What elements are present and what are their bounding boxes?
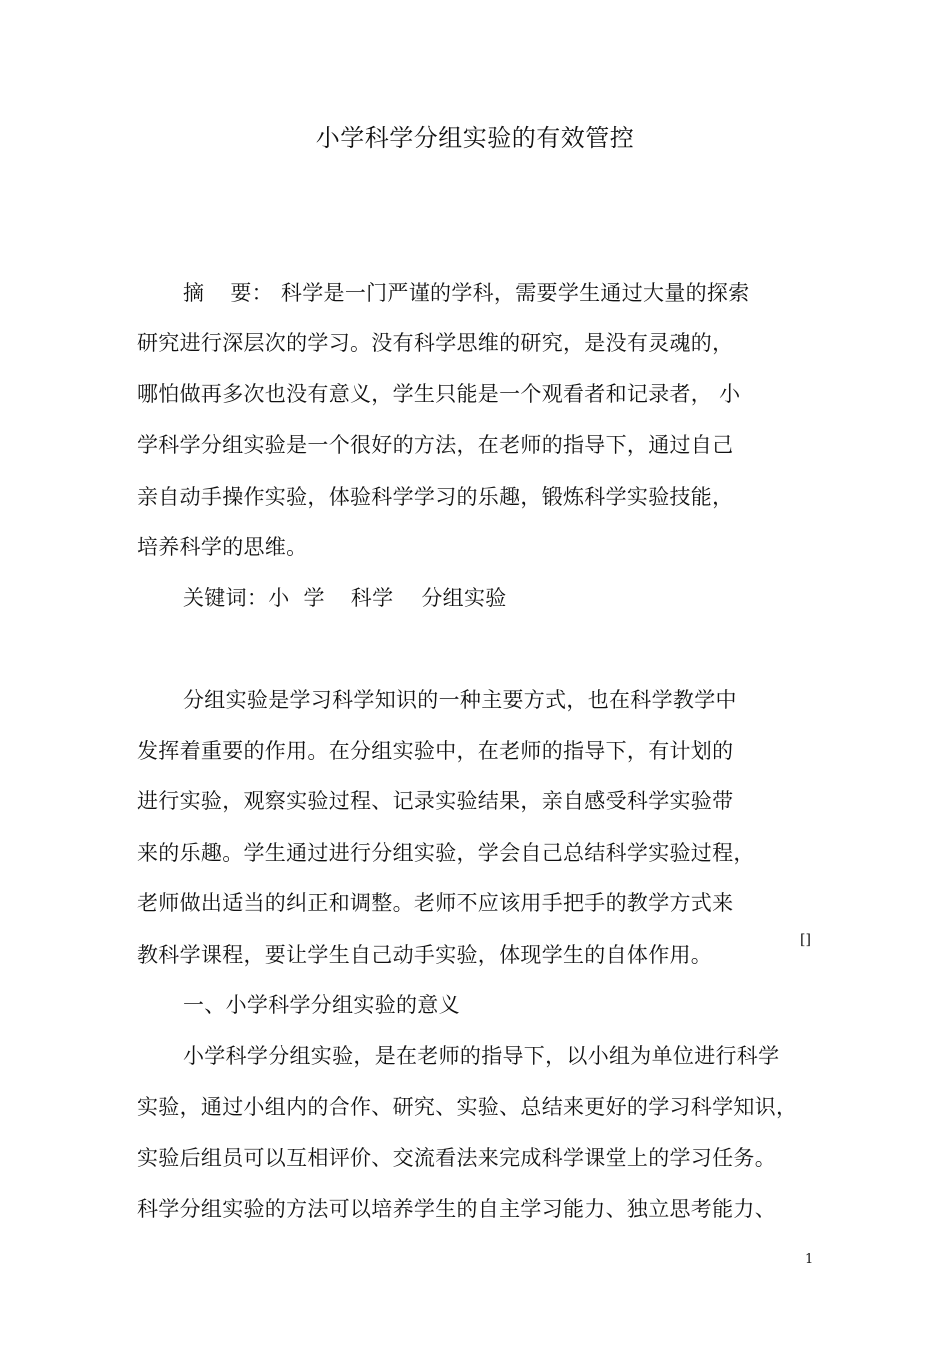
paragraph2-line-1: 小学科学分组实验，是在老师的指导下，以小组为单位进行科学 <box>183 1044 780 1068</box>
keyword-1: 小 学 <box>268 586 325 610</box>
paragraph2-line-4: 科学分组实验的方法可以培养学生的自主学习能力、独立思考能力、 <box>137 1197 776 1221</box>
abstract-line-6: 培养科学的思维。 <box>137 535 308 559</box>
reference-mark[interactable]: [] <box>800 932 811 948</box>
abstract-line-2: 研究进行深层次的学习。没有科学思维的研究，是没有灵魂的， <box>137 331 734 355</box>
keywords-label: 关键词： <box>183 586 269 610</box>
abstract-line-4: 学科学分组实验是一个很好的方法，在老师的指导下，通过自己 <box>137 433 734 457</box>
paragraph1-line-4: 来的乐趣。学生通过进行分组实验，学会自己总结科学实验过程， <box>137 841 755 865</box>
paragraph1-line-6: 教科学课程，要让学生自己动手实验，体现学生的自体作用。 <box>137 943 713 967</box>
paragraph1-line-1: 分组实验是学习科学知识的一种主要方式，也在科学教学中 <box>183 688 737 712</box>
paragraph1-line-3: 进行实验，观察实验过程、记录实验结果，亲自感受科学实验带 <box>137 789 734 813</box>
paragraph2-line-3: 实验后组员可以互相评价、交流看法来完成科学课堂上的学习任务。 <box>137 1146 776 1170</box>
keyword-2: 科学 <box>350 586 394 610</box>
keyword-3: 分组实验 <box>421 586 507 610</box>
paragraph1-line-2: 发挥着重要的作用。在分组实验中，在老师的指导下，有计划的 <box>137 739 734 763</box>
page-number: 1 <box>805 1252 814 1267</box>
abstract-line-5: 亲自动手操作实验，体验科学学习的乐趣，锻炼科学实验技能， <box>137 485 734 509</box>
section-heading: 一、小学科学分组实验的意义 <box>183 993 460 1017</box>
abstract-text-1: 科学是一门严谨的学科，需要学生通过大量的探索 <box>280 281 750 305</box>
paragraph2-line-2: 实验，通过小组内的合作、研究、实验、总结来更好的学习科学知识， <box>137 1095 798 1119</box>
abstract-line-1 <box>183 278 750 308</box>
abstract-label-2: 要： <box>230 281 273 305</box>
paragraph1-line-5: 老师做出适当的纠正和调整。老师不应该用手把手的教学方式来 <box>137 891 734 915</box>
document-title: 小学科学分组实验的有效管控 <box>315 124 635 152</box>
keywords-line <box>183 583 507 613</box>
abstract-line-3: 哪怕做再多次也没有意义，学生只能是一个观看者和记录者， 小 <box>137 382 741 406</box>
abstract-label-1: 摘 <box>183 281 205 305</box>
